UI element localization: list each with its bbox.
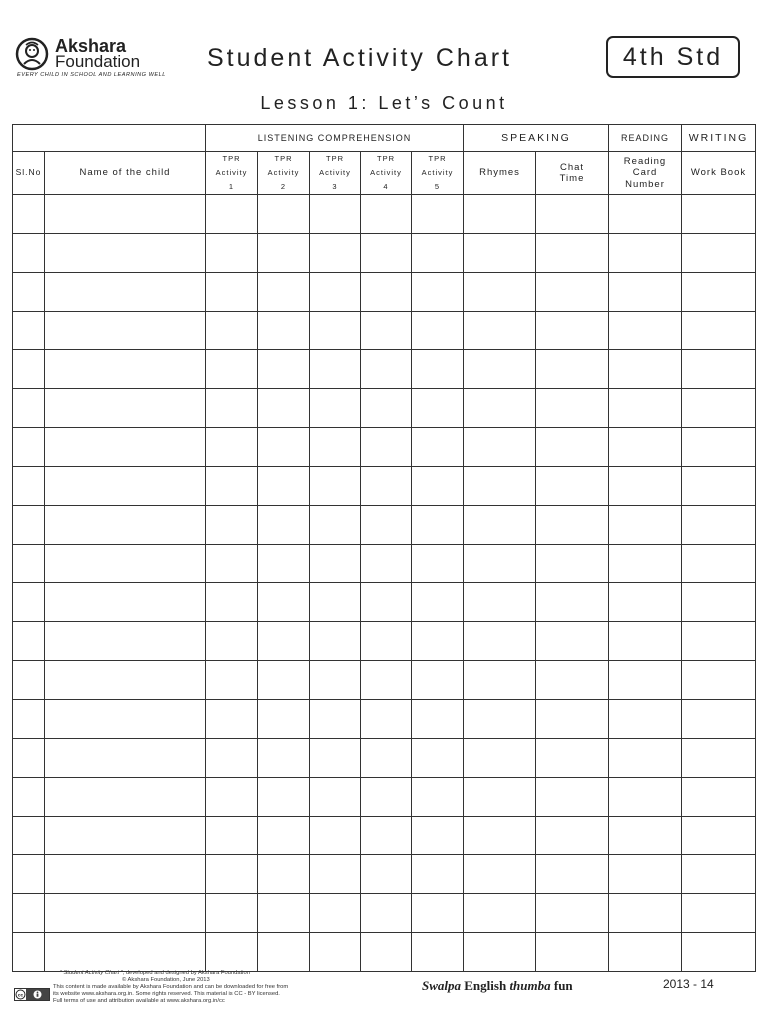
slno-cell[interactable] (13, 544, 45, 583)
tpr-activity-4-cell[interactable] (361, 894, 412, 933)
table-row (13, 311, 756, 350)
name-cell[interactable] (45, 933, 206, 972)
reading-card-cell[interactable] (609, 233, 682, 272)
tpr-activity-4-cell[interactable] (361, 777, 412, 816)
reading-card-number-header: Reading Card Number (609, 152, 682, 195)
tpr-activity-3-cell[interactable] (310, 894, 361, 933)
tpr-activity-3-cell[interactable] (310, 544, 361, 583)
chat-time-cell[interactable] (536, 233, 609, 272)
chat-time-cell[interactable] (536, 894, 609, 933)
chat-time-cell[interactable] (536, 505, 609, 544)
reading-card-cell[interactable] (609, 428, 682, 467)
name-cell[interactable] (45, 816, 206, 855)
table-row (13, 933, 756, 972)
tpr-activity-1-cell[interactable] (206, 544, 258, 583)
reading-card-cell[interactable] (609, 544, 682, 583)
slno-cell[interactable] (13, 195, 45, 234)
work-book-cell[interactable] (682, 505, 756, 544)
table-row (13, 389, 756, 428)
name-header: Name of the child (45, 152, 206, 195)
tpr-activity-2-cell[interactable] (258, 738, 310, 777)
work-book-cell[interactable] (682, 233, 756, 272)
work-book-cell[interactable] (682, 428, 756, 467)
tpr-activity-2-cell[interactable] (258, 894, 310, 933)
name-cell[interactable] (45, 855, 206, 894)
blank-header-cell (13, 125, 206, 152)
speaking-header: SPEAKING (464, 125, 609, 152)
table-row (13, 272, 756, 311)
standard-label: 4th Std (622, 43, 724, 71)
tpr-activity-2-cell[interactable] (258, 350, 310, 389)
tpr-activity-5-cell[interactable] (412, 195, 464, 234)
work-book-cell[interactable] (682, 195, 756, 234)
slno-cell[interactable] (13, 933, 45, 972)
footer (0, 969, 768, 1024)
slno-cell[interactable] (13, 661, 45, 700)
tpr-activity-3-cell[interactable] (310, 738, 361, 777)
tpr-activity-2-cell[interactable] (258, 816, 310, 855)
table-row (13, 738, 756, 777)
reading-card-cell[interactable] (609, 816, 682, 855)
tpr-activity-3-cell[interactable] (310, 777, 361, 816)
tpr-activity-3-cell[interactable] (310, 622, 361, 661)
slno-cell[interactable] (13, 583, 45, 622)
tpr-activity-1-cell[interactable] (206, 661, 258, 700)
work-book-cell[interactable] (682, 544, 756, 583)
chat-time-cell[interactable] (536, 777, 609, 816)
reading-card-cell[interactable] (609, 466, 682, 505)
tpr-activity-5-cell[interactable] (412, 466, 464, 505)
rhymes-cell[interactable] (464, 350, 536, 389)
slno-cell[interactable] (13, 505, 45, 544)
tpr-activity-1-cell[interactable] (206, 699, 258, 738)
reading-card-cell[interactable] (609, 738, 682, 777)
tpr-activity-1-cell[interactable] (206, 777, 258, 816)
name-cell[interactable] (45, 428, 206, 467)
tpr-activity-5-cell[interactable] (412, 583, 464, 622)
slno-cell[interactable] (13, 389, 45, 428)
name-cell[interactable] (45, 272, 206, 311)
table-row (13, 699, 756, 738)
slno-cell[interactable] (13, 233, 45, 272)
child-face-icon (15, 37, 51, 71)
reading-card-cell[interactable] (609, 389, 682, 428)
name-cell[interactable] (45, 699, 206, 738)
footer-slogan: Swalpa English thumba fun (422, 978, 573, 993)
tpr-activity-4-cell[interactable] (361, 544, 412, 583)
slno-cell[interactable] (13, 816, 45, 855)
tpr-activity-5-cell[interactable] (412, 738, 464, 777)
tpr-activity-1-cell[interactable] (206, 195, 258, 234)
slno-cell[interactable] (13, 894, 45, 933)
work-book-cell[interactable] (682, 855, 756, 894)
work-book-cell[interactable] (682, 933, 756, 972)
table-row (13, 661, 756, 700)
work-book-header: Work Book (682, 152, 756, 195)
tpr-activity-4-cell[interactable] (361, 195, 412, 234)
tpr-activity-2-cell[interactable] (258, 933, 310, 972)
chat-time-cell[interactable] (536, 272, 609, 311)
chat-time-cell[interactable] (536, 816, 609, 855)
name-cell[interactable] (45, 738, 206, 777)
tpr-activity-4-cell[interactable] (361, 855, 412, 894)
rhymes-cell[interactable] (464, 777, 536, 816)
footer-copyright: © Akshara Foundation, June 2013 (122, 977, 210, 983)
footer-license: This content is made available by Akshara Foundation and can be downloaded for free from its website www.akshara.org.in. Some rights reserved. This material is CC - BY licensed. Full terms of use and attribution available at www.akshara.org.in/cc (53, 984, 289, 1004)
tpr-activity-2-cell[interactable] (258, 389, 310, 428)
chat-time-cell[interactable] (536, 544, 609, 583)
tpr-activity-1-cell[interactable] (206, 272, 258, 311)
work-book-cell[interactable] (682, 777, 756, 816)
tpr-activity-1-cell[interactable] (206, 233, 258, 272)
tpr-activity-5-cell[interactable] (412, 544, 464, 583)
work-book-cell[interactable] (682, 894, 756, 933)
tpr-activity-1-cell[interactable] (206, 350, 258, 389)
tpr-activity-4-cell[interactable] (361, 389, 412, 428)
reading-card-cell[interactable] (609, 195, 682, 234)
tpr-activity-3-cell[interactable] (310, 311, 361, 350)
tpr-activity-5-cell[interactable] (412, 699, 464, 738)
tpr-activity-5-cell[interactable] (412, 389, 464, 428)
slno-cell[interactable] (13, 622, 45, 661)
tpr-activity-1-cell[interactable] (206, 622, 258, 661)
table-row (13, 544, 756, 583)
work-book-cell[interactable] (682, 389, 756, 428)
header-column-row (13, 152, 756, 195)
reading-card-cell[interactable] (609, 272, 682, 311)
chat-time-cell[interactable] (536, 389, 609, 428)
tpr-activity-4-cell[interactable] (361, 622, 412, 661)
chat-time-cell[interactable] (536, 855, 609, 894)
svg-text:cc: cc (17, 993, 24, 999)
tpr-activity-1-header: TPR Activity 1 (206, 152, 258, 195)
tpr-activity-3-cell[interactable] (310, 661, 361, 700)
rhymes-cell[interactable] (464, 311, 536, 350)
chat-time-cell[interactable] (536, 738, 609, 777)
rhymes-cell[interactable] (464, 428, 536, 467)
tpr-activity-5-cell[interactable] (412, 350, 464, 389)
slno-header: Sl.No (13, 152, 45, 195)
work-book-cell[interactable] (682, 466, 756, 505)
tpr-activity-5-cell[interactable] (412, 428, 464, 467)
name-cell[interactable] (45, 195, 206, 234)
reading-card-cell[interactable] (609, 350, 682, 389)
tpr-activity-3-cell[interactable] (310, 272, 361, 311)
table-row (13, 583, 756, 622)
tpr-activity-4-cell[interactable] (361, 661, 412, 700)
rhymes-cell[interactable] (464, 272, 536, 311)
work-book-cell[interactable] (682, 350, 756, 389)
rhymes-header: Rhymes (464, 152, 536, 195)
tpr-activity-2-cell[interactable] (258, 777, 310, 816)
tpr-activity-1-cell[interactable] (206, 389, 258, 428)
name-cell[interactable] (45, 389, 206, 428)
chat-time-header: Chat Time (536, 152, 609, 195)
chat-time-cell[interactable] (536, 466, 609, 505)
tpr-activity-4-header: TPR Activity 4 (361, 152, 412, 195)
tpr-activity-4-cell[interactable] (361, 738, 412, 777)
name-cell[interactable] (45, 544, 206, 583)
tpr-activity-3-header: TPR Activity 3 (310, 152, 361, 195)
slno-cell[interactable] (13, 855, 45, 894)
tpr-activity-4-cell[interactable] (361, 233, 412, 272)
rhymes-cell[interactable] (464, 544, 536, 583)
tpr-activity-3-cell[interactable] (310, 699, 361, 738)
reading-card-cell[interactable] (609, 777, 682, 816)
tpr-activity-3-cell[interactable] (310, 933, 361, 972)
rhymes-cell[interactable] (464, 855, 536, 894)
tpr-activity-2-cell[interactable] (258, 855, 310, 894)
tpr-activity-2-cell[interactable] (258, 661, 310, 700)
reading-card-cell[interactable] (609, 661, 682, 700)
rhymes-cell[interactable] (464, 389, 536, 428)
slno-cell[interactable] (13, 466, 45, 505)
work-book-cell[interactable] (682, 699, 756, 738)
name-cell[interactable] (45, 233, 206, 272)
work-book-cell[interactable] (682, 311, 756, 350)
reading-header: READING (609, 125, 682, 152)
rhymes-cell[interactable] (464, 505, 536, 544)
table-row (13, 855, 756, 894)
reading-card-cell[interactable] (609, 622, 682, 661)
rhymes-cell[interactable] (464, 816, 536, 855)
table-row (13, 233, 756, 272)
tpr-activity-4-cell[interactable] (361, 699, 412, 738)
chat-time-cell[interactable] (536, 428, 609, 467)
name-cell[interactable] (45, 350, 206, 389)
tpr-activity-5-cell[interactable] (412, 855, 464, 894)
reading-card-cell[interactable] (609, 699, 682, 738)
rhymes-cell[interactable] (464, 661, 536, 700)
tpr-activity-3-cell[interactable] (310, 505, 361, 544)
work-book-cell[interactable] (682, 738, 756, 777)
name-cell[interactable] (45, 777, 206, 816)
logo-subname: Foundation (55, 52, 141, 71)
tpr-activity-2-cell[interactable] (258, 699, 310, 738)
tpr-activity-4-cell[interactable] (361, 428, 412, 467)
slno-cell[interactable] (13, 311, 45, 350)
chat-time-cell[interactable] (536, 622, 609, 661)
logo-name: Akshara (55, 36, 127, 56)
tpr-activity-1-cell[interactable] (206, 894, 258, 933)
chat-time-cell[interactable] (536, 350, 609, 389)
chat-time-cell[interactable] (536, 699, 609, 738)
tpr-activity-2-cell[interactable] (258, 311, 310, 350)
tpr-activity-1-cell[interactable] (206, 505, 258, 544)
chart-body (13, 195, 756, 972)
listening-comprehension-header: LISTENING COMPREHENSION (206, 125, 464, 152)
tpr-activity-2-cell[interactable] (258, 466, 310, 505)
tpr-activity-1-cell[interactable] (206, 428, 258, 467)
cc-by-license-icon (14, 988, 50, 1001)
slno-cell[interactable] (13, 738, 45, 777)
tpr-activity-2-header: TPR Activity 2 (258, 152, 310, 195)
slno-cell[interactable] (13, 272, 45, 311)
tpr-activity-5-cell[interactable] (412, 661, 464, 700)
tpr-activity-3-cell[interactable] (310, 583, 361, 622)
work-book-cell[interactable] (682, 816, 756, 855)
table-row (13, 505, 756, 544)
tpr-activity-1-cell[interactable] (206, 311, 258, 350)
tpr-activity-2-cell[interactable] (258, 272, 310, 311)
chat-time-cell[interactable] (536, 195, 609, 234)
chat-time-cell[interactable] (536, 311, 609, 350)
tpr-activity-1-cell[interactable] (206, 933, 258, 972)
reading-card-cell[interactable] (609, 855, 682, 894)
slno-cell[interactable] (13, 350, 45, 389)
tpr-activity-3-cell[interactable] (310, 466, 361, 505)
tpr-activity-5-cell[interactable] (412, 311, 464, 350)
name-cell[interactable] (45, 894, 206, 933)
header-group-row (13, 125, 756, 152)
tpr-activity-1-cell[interactable] (206, 855, 258, 894)
tpr-activity-2-cell[interactable] (258, 505, 310, 544)
chat-time-cell[interactable] (536, 661, 609, 700)
tpr-activity-5-cell[interactable] (412, 622, 464, 661)
writing-header: WRITING (682, 125, 756, 152)
tpr-activity-3-cell[interactable] (310, 195, 361, 234)
name-cell[interactable] (45, 583, 206, 622)
standard-badge (606, 36, 740, 78)
name-cell[interactable] (45, 466, 206, 505)
akshara-logo (15, 34, 165, 82)
tpr-activity-1-cell[interactable] (206, 816, 258, 855)
rhymes-cell[interactable] (464, 466, 536, 505)
table-row (13, 777, 756, 816)
name-cell[interactable] (45, 661, 206, 700)
tpr-activity-4-cell[interactable] (361, 466, 412, 505)
tpr-activity-5-cell[interactable] (412, 505, 464, 544)
logo-tagline: EVERY CHILD IN SCHOOL AND LEARNING WELL (17, 72, 166, 78)
tpr-activity-4-cell[interactable] (361, 350, 412, 389)
table-row (13, 816, 756, 855)
reading-card-cell[interactable] (609, 505, 682, 544)
rhymes-cell[interactable] (464, 233, 536, 272)
slno-cell[interactable] (13, 777, 45, 816)
tpr-activity-2-cell[interactable] (258, 428, 310, 467)
reading-card-cell[interactable] (609, 894, 682, 933)
reading-card-cell[interactable] (609, 311, 682, 350)
tpr-activity-4-cell[interactable] (361, 583, 412, 622)
tpr-activity-1-cell[interactable] (206, 738, 258, 777)
tpr-activity-2-cell[interactable] (258, 195, 310, 234)
work-book-cell[interactable] (682, 583, 756, 622)
table-row (13, 195, 756, 234)
tpr-activity-3-cell[interactable] (310, 350, 361, 389)
tpr-activity-2-cell[interactable] (258, 544, 310, 583)
footer-year: 2013 - 14 (663, 977, 714, 991)
tpr-activity-5-cell[interactable] (412, 894, 464, 933)
work-book-cell[interactable] (682, 661, 756, 700)
rhymes-cell[interactable] (464, 583, 536, 622)
rhymes-cell[interactable] (464, 699, 536, 738)
tpr-activity-2-cell[interactable] (258, 583, 310, 622)
rhymes-cell[interactable] (464, 738, 536, 777)
rhymes-cell[interactable] (464, 933, 536, 972)
reading-card-cell[interactable] (609, 583, 682, 622)
activity-chart-table (12, 124, 756, 972)
tpr-activity-4-cell[interactable] (361, 311, 412, 350)
tpr-activity-5-header: TPR Activity 5 (412, 152, 464, 195)
name-cell[interactable] (45, 311, 206, 350)
table-row (13, 428, 756, 467)
tpr-activity-1-cell[interactable] (206, 466, 258, 505)
rhymes-cell[interactable] (464, 195, 536, 234)
table-row (13, 350, 756, 389)
slno-cell[interactable] (13, 699, 45, 738)
lesson-title: Lesson 1: Let’s Count (260, 93, 508, 113)
tpr-activity-3-cell[interactable] (310, 233, 361, 272)
tpr-activity-4-cell[interactable] (361, 505, 412, 544)
tpr-activity-4-cell[interactable] (361, 816, 412, 855)
tpr-activity-3-cell[interactable] (310, 428, 361, 467)
tpr-activity-2-cell[interactable] (258, 233, 310, 272)
tpr-activity-3-cell[interactable] (310, 389, 361, 428)
chat-time-cell[interactable] (536, 583, 609, 622)
tpr-activity-5-cell[interactable] (412, 816, 464, 855)
table-row (13, 894, 756, 933)
slno-cell[interactable] (13, 428, 45, 467)
tpr-activity-4-cell[interactable] (361, 272, 412, 311)
tpr-activity-1-cell[interactable] (206, 583, 258, 622)
tpr-activity-5-cell[interactable] (412, 272, 464, 311)
rhymes-cell[interactable] (464, 894, 536, 933)
tpr-activity-5-cell[interactable] (412, 233, 464, 272)
reading-card-cell[interactable] (609, 933, 682, 972)
page-title: Student Activity Chart (207, 44, 513, 72)
work-book-cell[interactable] (682, 272, 756, 311)
tpr-activity-4-cell[interactable] (361, 933, 412, 972)
tpr-activity-5-cell[interactable] (412, 933, 464, 972)
tpr-activity-2-cell[interactable] (258, 622, 310, 661)
tpr-activity-3-cell[interactable] (310, 855, 361, 894)
table-row (13, 622, 756, 661)
name-cell[interactable] (45, 505, 206, 544)
tpr-activity-3-cell[interactable] (310, 816, 361, 855)
name-cell[interactable] (45, 622, 206, 661)
table-row (13, 466, 756, 505)
rhymes-cell[interactable] (464, 622, 536, 661)
footer-credit: “ Student Activity Chart ”, developed and designed by Akshara Foundation (60, 970, 250, 976)
chat-time-cell[interactable] (536, 933, 609, 972)
tpr-activity-5-cell[interactable] (412, 777, 464, 816)
work-book-cell[interactable] (682, 622, 756, 661)
